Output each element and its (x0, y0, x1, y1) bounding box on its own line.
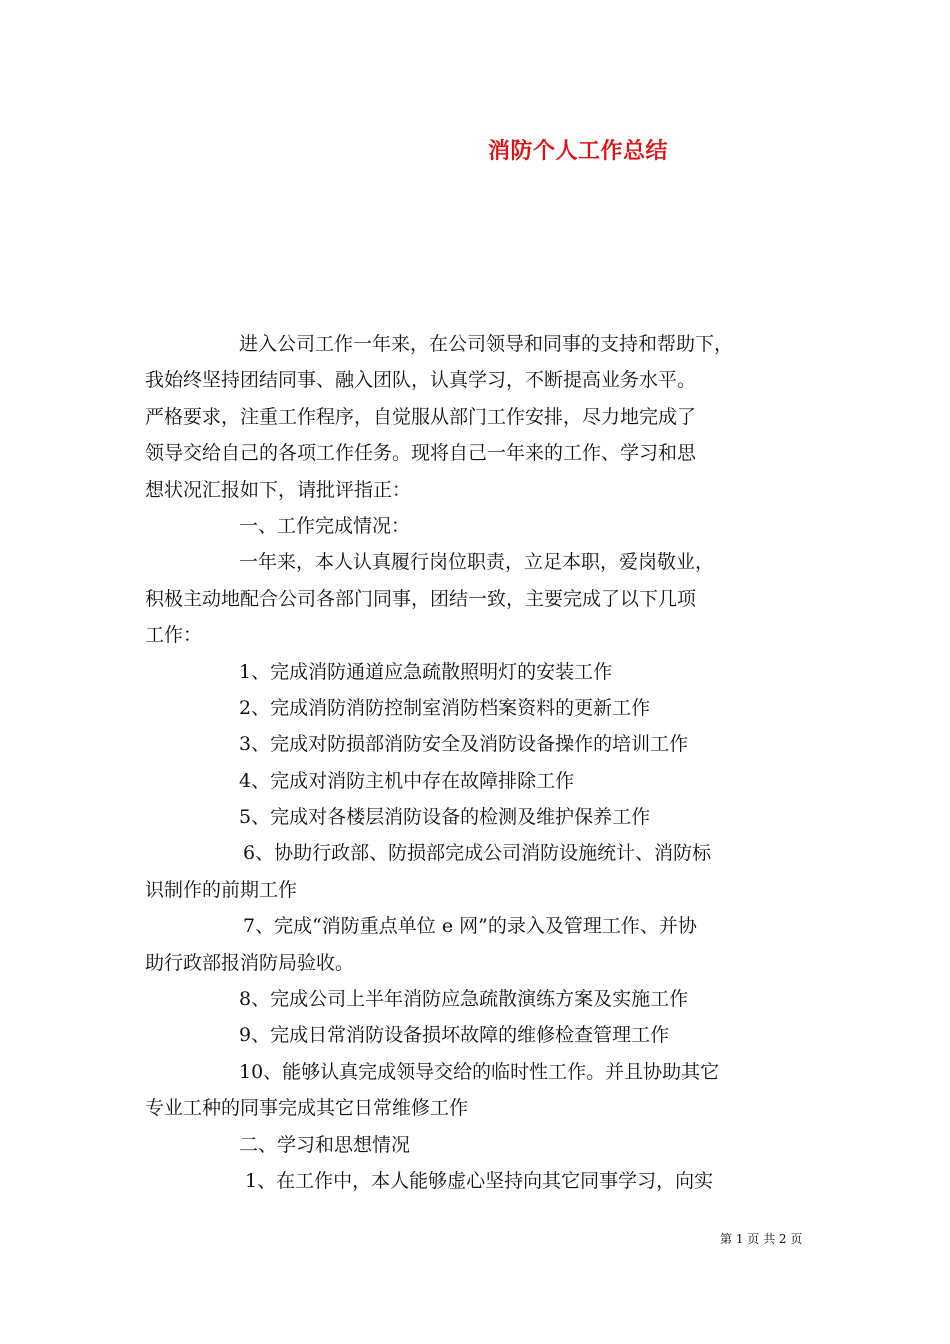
section-heading: 一、工作完成情况： (239, 514, 411, 537)
page-number-footer: 第 1 页 共 2 页 (720, 1232, 803, 1246)
list-item: 4、完成对消防主机中存在故障排除工作 (239, 769, 575, 792)
paragraph-line: 领导交给自己的各项工作任务。现将自己一年来的工作、学习和思 (145, 442, 697, 465)
list-item: 1、完成消防通道应急疏散照明灯的安装工作 (239, 660, 613, 683)
list-item: 6、协助行政部、防损部完成公司消防设施统计、消防标 (243, 842, 712, 865)
list-item: 8、完成公司上半年消防应急疏散演练方案及实施工作 (239, 988, 689, 1011)
paragraph-line: 一年来，本人认真履行岗位职责，立足本职，爱岗敬业， (239, 551, 715, 574)
paragraph-line: 严格要求，注重工作程序，自觉服从部门工作安排，尽力地完成了 (145, 405, 697, 428)
paragraph-line: 积极主动地配合公司各部门同事，团结一致，主要完成了以下几项 (145, 587, 697, 610)
paragraph-line: 我始终坚持团结同事、融入团队，认真学习，不断提高业务水平。 (145, 369, 697, 392)
list-item: 1、在工作中，本人能够虚心坚持向其它同事学习，向实 (245, 1169, 714, 1192)
list-item: 2、完成消防消防控制室消防档案资料的更新工作 (239, 696, 651, 719)
paragraph-line: 进入公司工作一年来，在公司领导和同事的支持和帮助下， (239, 333, 734, 355)
document-body (145, 326, 815, 1199)
document-title: 消防个人工作总结 (488, 138, 669, 164)
paragraph-line: 想状况汇报如下，请批评指正： (145, 478, 412, 501)
list-item: 5、完成对各楼层消防设备的检测及维护保养工作 (239, 806, 651, 829)
paragraph-line: 工作： (145, 624, 203, 647)
list-item: 3、完成对防损部消防安全及消防设备操作的培训工作 (239, 733, 689, 756)
list-item-continuation: 专业工种的同事完成其它日常维修工作 (145, 1097, 469, 1120)
list-item: 10、能够认真完成领导交给的临时性工作。并且协助其它 (239, 1060, 720, 1083)
list-item-continuation: 助行政部报消防局验收。 (145, 951, 355, 974)
list-item-continuation: 识制作的前期工作 (145, 878, 298, 901)
section-heading: 二、学习和思想情况 (239, 1133, 411, 1156)
list-item: 7、完成“消防重点单位 e 网”的录入及管理工作、并协 (243, 915, 697, 938)
list-item: 9、完成日常消防设备损坏故障的维修检查管理工作 (239, 1024, 670, 1047)
